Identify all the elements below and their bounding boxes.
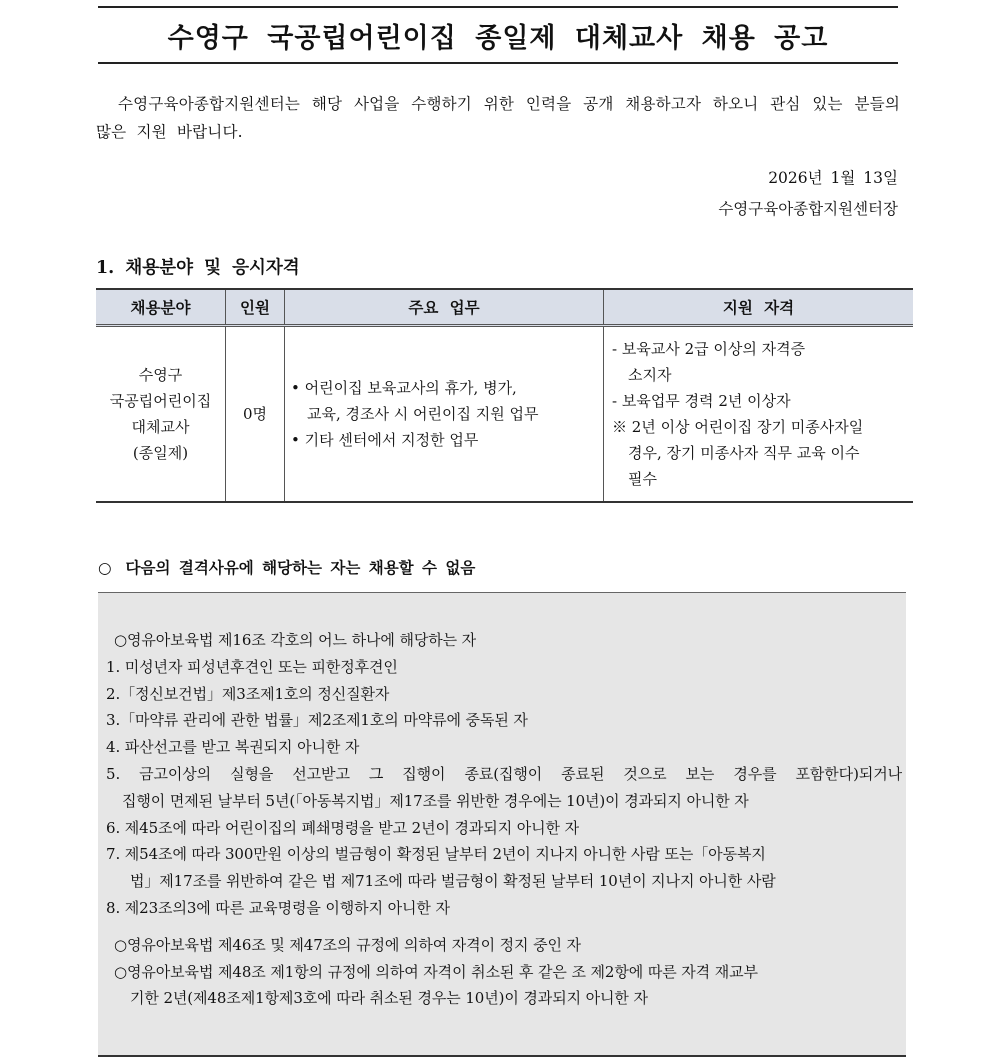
qual-line: ※ 2년 이상 어린이집 장기 미종사자일 <box>612 418 864 436</box>
qual-line: 소지자 <box>628 366 672 384</box>
list-item: 1. 미성년자 피성년후견인 또는 피한정후견인 <box>106 657 398 676</box>
list-item: 2.「정신보건법」제3조제1호의 정신질환자 <box>106 684 390 703</box>
list-item: 5. 금고이상의 실형을 선고받고 그 집행이 종료(집행이 종료된 것으로 보는 경우를 포함한다)되거나 <box>106 764 902 783</box>
duty-line: • 기타 센터에서 지정한 업무 <box>291 431 479 449</box>
section1-heading: 1. 채용분야 및 응시자격 <box>96 258 300 278</box>
list-item: 4. 파산선고를 받고 복권되지 아니한 자 <box>106 738 360 757</box>
duty-line: • 어린이집 보육교사의 휴가, 병가, <box>291 379 517 397</box>
table-header-row <box>96 289 913 326</box>
list-item-continuation: 집행이 면제된 날부터 5년(「아동복지법」제17조를 위반한 경우에는 10년)이 경과되지 아니한 자 <box>122 791 749 810</box>
intro-paragraph: 수영구육아종합지원센터는 해당 사업을 수행하기 위한 인력을 공개 채용하고자 하오니 관심 있는 분들의 많은 지원 바랍니다. <box>96 95 900 141</box>
field-line: 수영구 <box>138 366 183 384</box>
disqualification-header: ○영유아보육법 제48조 제1항의 규정에 의하여 자격이 취소된 후 같은 조 제2항에 따른 자격 재교부 <box>114 962 758 981</box>
qual-line: - 보육교사 2급 이상의 자격증 <box>612 340 806 358</box>
header-duties: 주요 업무 <box>285 289 604 326</box>
duty-line: 교육, 경조사 시 어린이집 지원 업무 <box>307 405 539 423</box>
header-field: 채용분야 <box>96 289 226 326</box>
list-item: 8. 제23조의3에 따른 교육명령을 이행하지 아니한 자 <box>106 898 450 917</box>
header-qualifications: 지원 자격 <box>604 289 914 326</box>
field-line: 대체교사 <box>131 418 190 436</box>
recruitment-table <box>96 288 913 503</box>
page-title: 수영구 국공립어린이집 종일제 대체교사 채용 공고 <box>167 22 829 54</box>
list-item: 7. 제54조에 따라 300만원 이상의 벌금형이 확정된 날부터 2년이 지나지 아니한 사람 또는「아동복지 <box>106 845 766 864</box>
list-item-continuation: 법」제17조를 위반하여 같은 법 제71조에 따라 벌금형이 확정된 날부터 10년이 지나지 아니한 사람 <box>130 872 776 891</box>
field-line: (종일제) <box>132 444 189 462</box>
notice-date: 2026년 1월 13일 <box>768 169 898 187</box>
disqualification-box <box>98 592 906 1057</box>
disqualification-header: ○영유아보육법 제16조 각호의 어느 하나에 해당하는 자 <box>114 631 477 649</box>
issuer-name: 수영구육아종합지원센터장 <box>718 200 898 218</box>
disqualification-header: ○영유아보육법 제46조 및 제47조의 규정에 의하여 자격이 정지 중인 자 <box>114 935 581 954</box>
cell-duties <box>285 326 604 503</box>
list-item: 6. 제45조에 따라 어린이집의 폐쇄명령을 받고 2년이 경과되지 아니한 자 <box>106 818 579 837</box>
field-line: 국공립어린이집 <box>109 392 212 410</box>
qual-line: 필수 <box>628 470 657 488</box>
table-row <box>96 326 913 503</box>
title-bar <box>98 6 898 64</box>
disqualification-header-continuation: 기한 2년(제48조제1항제3호에 따라 취소된 경우는 10년)이 경과되지 아니한 자 <box>130 989 648 1008</box>
qual-line: 경우, 장기 미종사자 직무 교육 이수 <box>628 444 860 462</box>
cell-qualifications <box>604 326 914 503</box>
section2-heading <box>98 556 475 578</box>
list-item: 3.「마약류 관리에 관한 법률」제2조제1호의 마약류에 중독된 자 <box>106 711 528 730</box>
cell-count: 0명 <box>226 326 285 503</box>
header-count: 인원 <box>226 289 285 326</box>
qual-line: - 보육업무 경력 2년 이상자 <box>612 392 791 410</box>
circle-bullet-icon: ○ <box>98 559 112 577</box>
section2-title: 다음의 결격사유에 해당하는 자는 채용할 수 없음 <box>125 558 476 577</box>
cell-field <box>96 326 226 503</box>
